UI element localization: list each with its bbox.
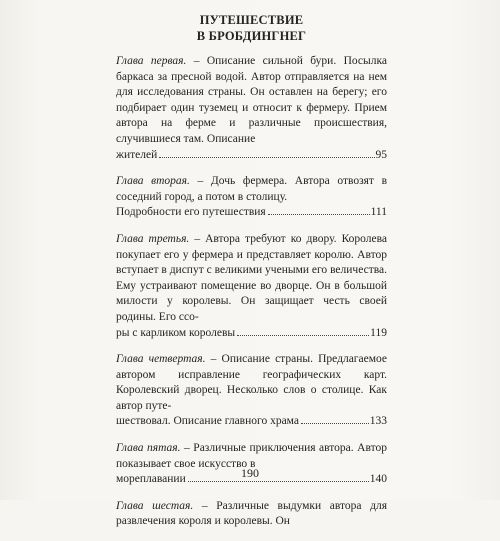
chapter-label: Глава первая. [116,55,187,67]
chapter-summary-end: ры с карликом королевы [116,326,236,339]
dot-leader [237,335,369,336]
chapter-summary: – Описание страны. Предлагаемое автором исправление географических карт. Королевский дворец. Несколько слов о столице. Как автор путе- [116,353,387,412]
page-number: 190 [241,466,259,480]
chapter-summary-end: мореплавании [116,473,186,486]
chapter-label: Глава шестая. [116,499,194,512]
chapter-page-number: 133 [369,415,387,428]
section-title-line-1: ПУТЕШЕСТВИЕ [199,13,304,27]
chapter-entry-3 [116,232,387,341]
chapter-entry-4 [116,352,387,430]
section-title-line-2: В БРОБДИНГНЕГ [196,28,307,43]
chapter-entry-2 [116,174,387,221]
chapter-summary: – Описание сильной бури. Посылка баркаса за пресной водой. Автор отправляется на нем для исследования страны. Он оставлен на берегу; его подбирает один туземец и относит к фермеру. Прием автора на ферме и различные происшествия, случившиеся там. Описание [116,55,387,145]
chapter-leader-line [116,148,387,164]
chapter-label: Глава вторая. [116,175,190,188]
chapter-leader-line [116,414,387,430]
chapter-label: Глава третья. [116,232,190,245]
chapter-summary: – Дочь фермера. Автора отвозят в соседний город, а потом в столицу. [116,175,387,203]
chapter-entry-6 [116,499,387,530]
chapter-page-number: 119 [370,326,387,339]
dot-leader [188,481,369,482]
section-title [116,13,387,44]
dot-leader [159,157,374,158]
dot-leader [301,423,369,424]
chapter-summary-end: шествовал. Описание главного храма [116,415,299,428]
chapter-summary-end: Подробности его путешествия [116,206,266,219]
chapter-page-number: 111 [370,206,387,219]
chapter-page-number: 140 [369,473,387,486]
chapter-label: Глава четвертая. [116,353,206,366]
chapter-page-number: 95 [375,148,387,161]
dot-leader [268,214,370,215]
chapter-leader-line [116,205,387,221]
chapter-summary: – Различные выдумки автора для развлечения короля и королевы. Он [116,499,387,528]
chapter-summary-end: жителей [116,148,158,161]
chapter-leader-line [116,326,387,342]
contents-column [116,0,387,541]
chapter-summary: – Автора требуют ко двору. Королева покупает его у фермера и представляет королю. Автор вступает в диспут с великими учеными его величества. Ему устраивают помещение во дворце. Он в большой милости у королевы. Он защищает честь своей родины. Его ссо- [116,232,387,323]
chapter-entry-1 [116,54,387,163]
chapter-list [116,54,387,530]
chapter-summary: – Различные приключения автора. Автор показывает свое искусство в [116,442,387,470]
chapter-label: Глава пятая. [116,442,181,455]
